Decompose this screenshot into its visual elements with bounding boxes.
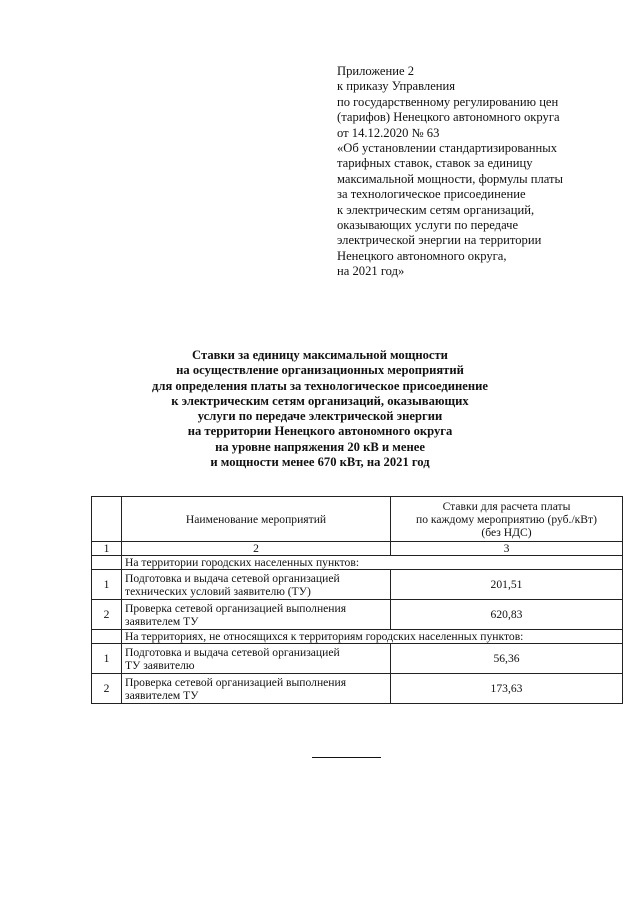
section-num-cell — [92, 556, 122, 570]
section-row — [92, 556, 623, 570]
index-cell: 1 — [92, 542, 122, 556]
row-name — [122, 644, 391, 674]
appendix-line: тарифных ставок, ставок за единицу — [337, 156, 533, 171]
section-title: На территориях, не относящихся к территориям городских населенных пунктов: — [122, 630, 623, 644]
section-row — [92, 630, 623, 644]
appendix-line: максимальной мощности, формулы платы — [337, 171, 564, 186]
row-name-line: ТУ заявителю — [125, 658, 195, 672]
appendix-line: электрической энергии на территории — [337, 233, 542, 248]
closing-rule — [312, 757, 381, 758]
row-num: 2 — [92, 600, 122, 630]
table-row — [92, 600, 623, 630]
row-name-line: заявителем ТУ — [125, 614, 199, 628]
table-index-row — [92, 542, 623, 556]
header-rate-line: (без НДС) — [481, 525, 532, 539]
row-num: 2 — [92, 674, 122, 704]
row-name-line: Подготовка и выдача сетевой организацией — [125, 645, 340, 659]
row-name — [122, 570, 391, 600]
appendix-line: (тарифов) Ненецкого автономного округа — [337, 110, 560, 125]
section-num-cell — [92, 630, 122, 644]
row-num: 1 — [92, 644, 122, 674]
rates-table — [91, 496, 623, 704]
title-line: Ставки за единицу максимальной мощности — [192, 348, 448, 362]
title-line: услуги по передаче электрической энергии — [197, 409, 443, 424]
appendix-line: оказывающих услуги по передаче — [337, 218, 519, 233]
row-value: 173,63 — [391, 674, 623, 704]
appendix-line: «Об установлении стандартизированных — [337, 141, 558, 156]
title-line: на территории Ненецкого автономного округа — [187, 424, 453, 439]
table-row — [92, 674, 623, 704]
row-name-line: Проверка сетевой организацией выполнения — [125, 675, 347, 689]
appendix-line: к электрическим сетям организаций, — [337, 202, 535, 217]
row-value: 201,51 — [391, 570, 623, 600]
section-title: На территории городских населенных пунктов: — [122, 556, 623, 570]
row-num: 1 — [92, 570, 122, 600]
table-row — [92, 570, 623, 600]
appendix-note — [337, 64, 627, 280]
header-name-cell: Наименование мероприятий — [122, 497, 391, 542]
appendix-line: по государственному регулированию цен — [337, 94, 559, 109]
row-name — [122, 600, 391, 630]
appendix-line: к приказу Управления — [337, 79, 456, 94]
row-name-line: заявителем ТУ — [125, 688, 199, 702]
row-name-line: технических условий заявителю (ТУ) — [125, 584, 311, 598]
appendix-line: Ненецкого автономного округа, — [337, 248, 507, 263]
appendix-line: Приложение 2 — [337, 64, 415, 78]
index-cell: 2 — [122, 542, 391, 556]
row-name — [122, 674, 391, 704]
header-rate-line: по каждому мероприятию (руб./кВт) — [416, 512, 597, 526]
row-value: 620,83 — [391, 600, 623, 630]
document-title — [40, 348, 600, 470]
row-name-line: Проверка сетевой организацией выполнения — [125, 601, 347, 615]
title-line: к электрическим сетям организаций, оказывающих — [171, 393, 469, 408]
title-line: на осуществление организационных мероприятий — [176, 363, 464, 378]
table-row — [92, 644, 623, 674]
appendix-line: от 14.12.2020 № 63 — [337, 125, 440, 140]
title-line: на уровне напряжения 20 кВ и менее — [215, 439, 425, 454]
header-rate-line: Ставки для расчета платы — [442, 499, 571, 513]
row-name-line: Подготовка и выдача сетевой организацией — [125, 571, 340, 585]
header-rate-cell — [391, 497, 623, 542]
title-line: для определения платы за технологическое присоединение — [152, 378, 488, 393]
appendix-line: на 2021 год» — [337, 264, 405, 279]
appendix-line: за технологическое присоединение — [337, 187, 526, 202]
row-value: 56,36 — [391, 644, 623, 674]
header-num-cell — [92, 497, 122, 542]
table-header-row — [92, 497, 623, 542]
index-cell: 3 — [391, 542, 623, 556]
title-line: и мощности менее 670 кВт, на 2021 год — [210, 455, 430, 470]
